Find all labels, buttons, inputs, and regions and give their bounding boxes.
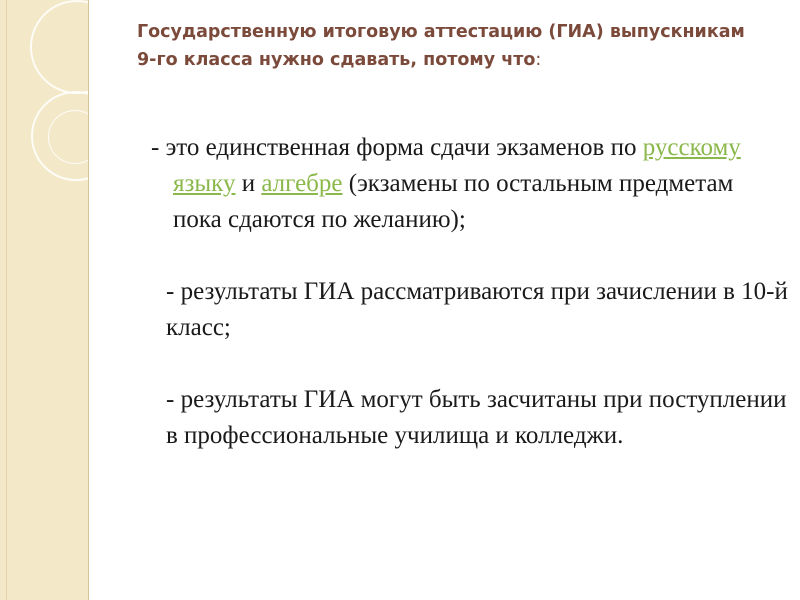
bullet-1-text-end: (экзамены по остальным предметам пока сдаются по желанию); — [173, 170, 734, 233]
paragraph-gap — [148, 346, 788, 382]
paragraph-gap — [148, 238, 788, 274]
bullet-1 — [148, 130, 788, 238]
slide-title-colon: : — [535, 50, 542, 70]
bullet-1-text-and: и — [235, 170, 262, 197]
decorative-circle-small — [48, 110, 102, 164]
link-russian-language[interactable]: русскому языку — [173, 134, 741, 197]
slide-title — [137, 18, 757, 74]
bullet-1-text-start: - это единственная форма сдачи экзаменов по — [151, 134, 643, 161]
bullet-2: - результаты ГИА рассматриваются при зачислении в 10-й класс; — [166, 278, 788, 341]
sidebar-border-line — [88, 0, 89, 600]
decorative-circle-top — [30, 0, 124, 94]
link-algebra[interactable]: алгебре — [261, 170, 343, 197]
decorative-sidebar — [0, 0, 88, 600]
bullet-3: - результаты ГИА могут быть засчитаны при поступлении в профессиональные училища и колледжи. — [166, 386, 787, 449]
sidebar-inner-line — [6, 0, 7, 600]
slide-content — [148, 130, 788, 454]
slide-title-text: Государственную итоговую аттестацию (ГИА) выпускникам 9-го класса нужно сдавать, потому что — [137, 22, 745, 70]
